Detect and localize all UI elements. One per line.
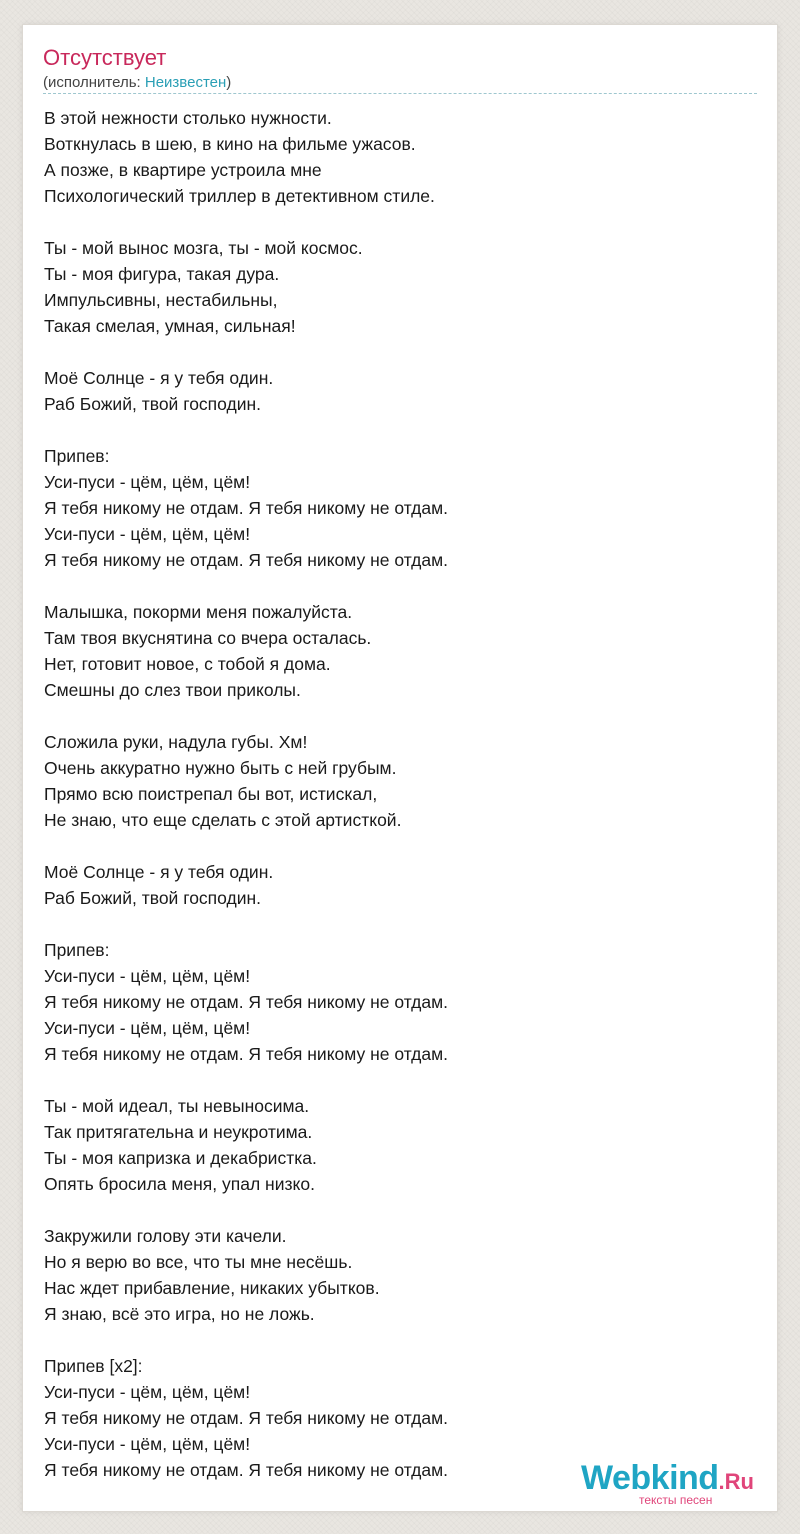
lyrics-card xyxy=(22,24,778,1512)
logo-tagline: тексты песен xyxy=(639,1493,713,1507)
lyric-line: А позже, в квартире устроила мне xyxy=(44,160,322,180)
lyric-line: Уси-пуси - цём, цём, цём! xyxy=(44,1018,251,1038)
stanza-gap xyxy=(44,703,744,729)
lyric-line: Нет, готовит новое, с тобой я дома. xyxy=(44,654,331,674)
lyric-line: Там твоя вкуснятина со вчера осталась. xyxy=(44,628,372,648)
lyric-line: Уси-пуси - цём, цём, цём! xyxy=(44,966,251,986)
lyric-line: Припев: xyxy=(44,446,110,466)
lyric-line: Нас ждет прибавление, никаких убытков. xyxy=(44,1278,380,1298)
stanza-gap xyxy=(44,1197,744,1223)
stanza-gap xyxy=(44,911,744,937)
artist-line xyxy=(43,74,231,92)
lyric-line: Я знаю, всё это игра, но не ложь. xyxy=(44,1304,315,1324)
stanza-gap xyxy=(44,573,744,599)
lyric-line: Так притягательна и неукротима. xyxy=(44,1122,313,1142)
lyric-line: Воткнулась в шею, в кино на фильме ужасов. xyxy=(44,134,416,154)
lyric-line: Я тебя никому не отдам. Я тебя никому не отдам. xyxy=(44,1408,449,1428)
lyric-line: Моё Солнце - я у тебя один. xyxy=(44,862,274,882)
lyric-line: Но я верю во все, что ты мне несёшь. xyxy=(44,1252,353,1272)
lyric-line: Моё Солнце - я у тебя один. xyxy=(44,368,274,388)
lyric-line: Импульсивны, нестабильны, xyxy=(44,290,278,310)
lyric-line: Ты - мой идеал, ты невыносима. xyxy=(44,1096,310,1116)
stanza-gap xyxy=(44,833,744,859)
webkind-logo[interactable] xyxy=(581,1459,771,1507)
lyric-line: Раб Божий, твой господин. xyxy=(44,888,262,908)
stanza-gap xyxy=(44,1327,744,1353)
lyric-line: Уси-пуси - цём, цём, цём! xyxy=(44,524,251,544)
lyric-line: Припев: xyxy=(44,940,110,960)
lyric-line: Прямо всю поистрепал бы вот, истискал, xyxy=(44,784,378,804)
lyric-line: Ты - моя фигура, такая дура. xyxy=(44,264,280,284)
stanza-gap xyxy=(44,417,744,443)
stanza-gap xyxy=(44,1067,744,1093)
title-divider xyxy=(43,93,757,94)
lyric-line: Ты - моя капризка и декабристка. xyxy=(44,1148,317,1168)
lyric-line: Смешны до слез твои приколы. xyxy=(44,680,301,700)
lyric-line: Такая смелая, умная, сильная! xyxy=(44,316,296,336)
lyric-line: Я тебя никому не отдам. Я тебя никому не отдам. xyxy=(44,1044,449,1064)
lyric-line: Уси-пуси - цём, цём, цём! xyxy=(44,472,251,492)
artist-prefix: (исполнитель: xyxy=(43,74,145,91)
lyric-line: Психологический триллер в детективном стиле. xyxy=(44,186,435,206)
lyric-line: Припев [x2]: xyxy=(44,1356,143,1376)
lyric-line: Закружили голову эти качели. xyxy=(44,1226,287,1246)
logo-tld: .Ru xyxy=(718,1469,754,1494)
song-title: Отсутствует xyxy=(43,45,167,70)
lyric-line: Уси-пуси - цём, цём, цём! xyxy=(44,1382,251,1402)
lyric-line: В этой нежности столько нужности. xyxy=(44,108,332,128)
stanza-gap xyxy=(44,339,744,365)
lyrics-text xyxy=(44,105,744,1483)
lyric-line: Опять бросила меня, упал низко. xyxy=(44,1174,315,1194)
lyric-line: Я тебя никому не отдам. Я тебя никому не отдам. xyxy=(44,550,449,570)
lyric-line: Малышка, покорми меня пожалуйста. xyxy=(44,602,353,622)
lyric-line: Я тебя никому не отдам. Я тебя никому не отдам. xyxy=(44,992,449,1012)
lyric-line: Я тебя никому не отдам. Я тебя никому не отдам. xyxy=(44,498,449,518)
artist-link[interactable]: Неизвестен xyxy=(144,74,227,91)
lyric-line: Ты - мой вынос мозга, ты - мой космос. xyxy=(44,238,363,258)
lyric-line: Уси-пуси - цём, цём, цём! xyxy=(44,1434,251,1454)
lyric-line: Очень аккуратно нужно быть с ней грубым. xyxy=(44,758,397,778)
lyric-line: Не знаю, что еще сделать с этой артисткой. xyxy=(44,810,402,830)
lyric-line: Раб Божий, твой господин. xyxy=(44,394,262,414)
lyric-line: Я тебя никому не отдам. Я тебя никому не отдам. xyxy=(44,1460,449,1480)
lyric-line: Сложила руки, надула губы. Хм! xyxy=(44,732,308,752)
artist-suffix: ) xyxy=(226,74,232,91)
stanza-gap xyxy=(44,209,744,235)
logo-name: Webkind xyxy=(581,1459,719,1497)
